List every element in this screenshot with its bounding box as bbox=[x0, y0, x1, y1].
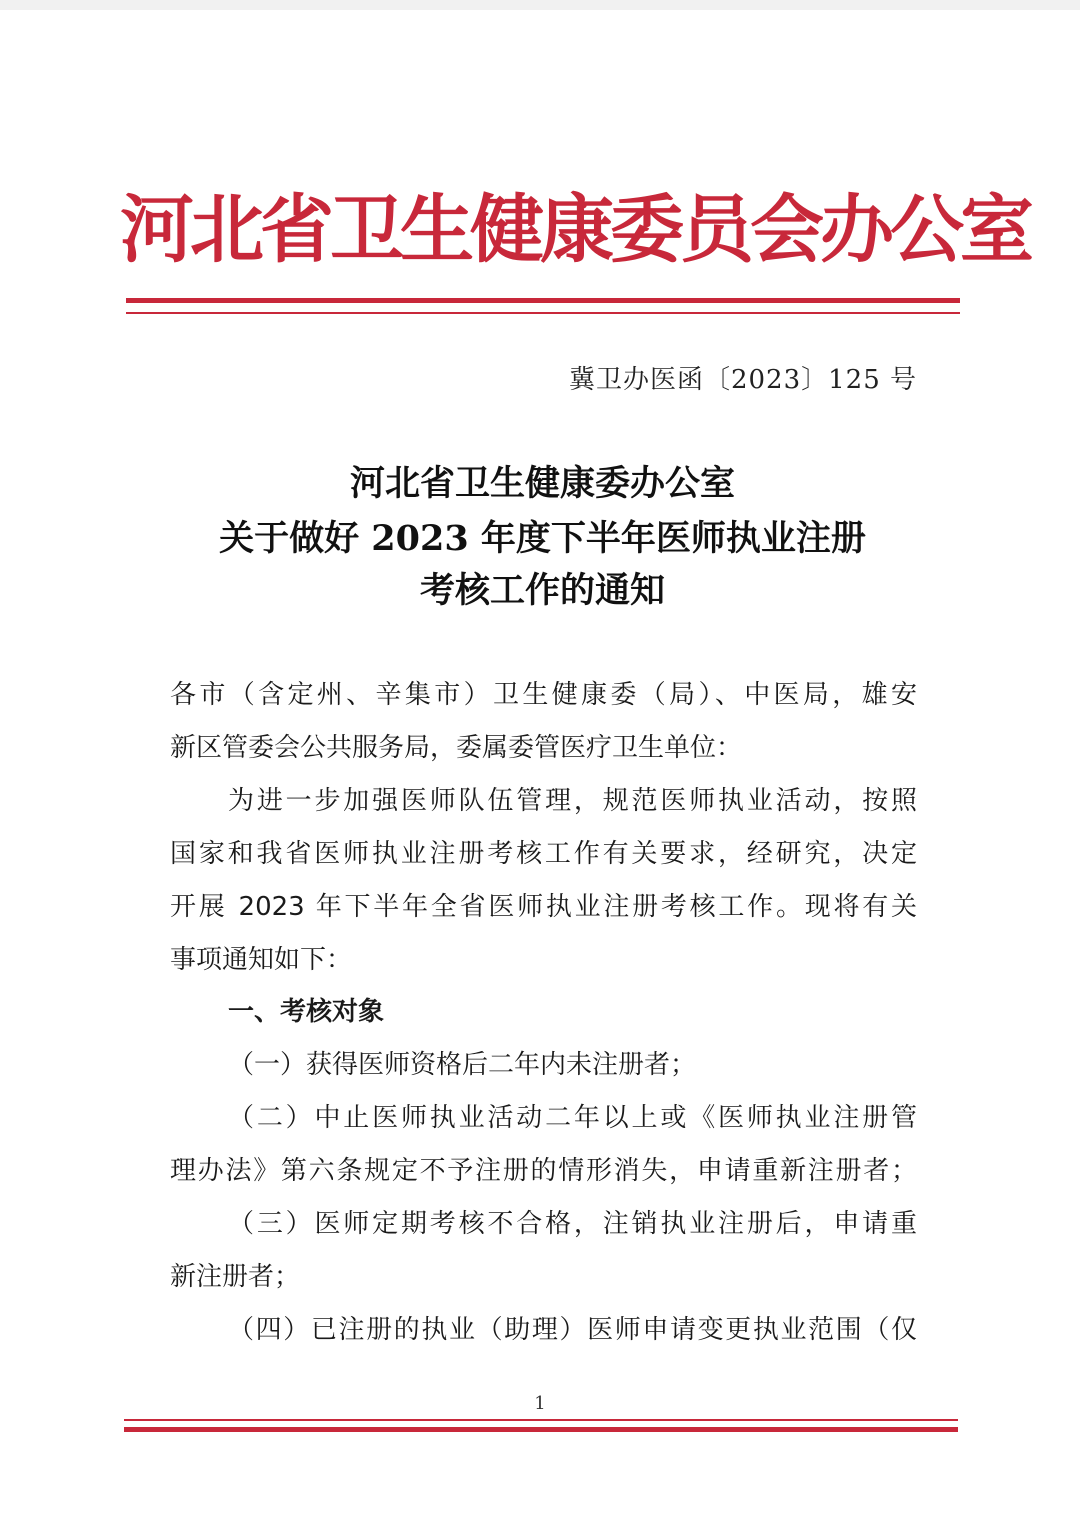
intro-line-2: 国家和我省医师执业注册考核工作有关要求，经研究，决定 bbox=[170, 839, 917, 869]
list-item-4-line-1: （四）已注册的执业（助理）医师申请变更执业范围（仅 bbox=[228, 1315, 917, 1345]
footer-rule-thin bbox=[124, 1419, 958, 1421]
document-number: 冀卫办医函〔2023〕125 号 bbox=[568, 365, 917, 395]
section-heading-1: 一、考核对象 bbox=[228, 997, 385, 1027]
list-item-3-line-1: （三）医师定期考核不合格，注销执业注册后，申请重 bbox=[228, 1209, 917, 1239]
scan-edge-shade bbox=[0, 0, 1080, 10]
list-item-1: （一）获得医师资格后二年内未注册者； bbox=[228, 1050, 697, 1080]
footer-rule-thick bbox=[124, 1427, 958, 1432]
recipients-line-2: 新区管委会公共服务局，委属委管医疗卫生单位： bbox=[170, 733, 743, 763]
title-line-2: 关于做好 2023 年度下半年医师执业注册 bbox=[219, 518, 866, 559]
masthead-rule-thick bbox=[126, 298, 960, 303]
list-item-2-line-2: 理办法》第六条规定不予注册的情形消失，申请重新注册者； bbox=[170, 1156, 917, 1186]
list-item-2-line-1: （二）中止医师执业活动二年以上或《医师执业注册管 bbox=[228, 1103, 917, 1133]
recipients-line-1: 各市（含定州、辛集市）卫生健康委（局）、中医局，雄安 bbox=[170, 680, 917, 710]
title-line-3: 考核工作的通知 bbox=[419, 570, 665, 611]
title-line-1: 河北省卫生健康委办公室 bbox=[349, 463, 735, 504]
masthead-organization: 河北省卫生健康委员会办公室 bbox=[120, 187, 1030, 273]
intro-line-3: 开展 2023 年下半年全省医师执业注册考核工作。现将有关 bbox=[170, 892, 917, 922]
intro-line-4: 事项通知如下： bbox=[170, 945, 353, 975]
intro-line-1: 为进一步加强医师队伍管理，规范医师执业活动，按照 bbox=[228, 786, 917, 816]
masthead-rule-thin bbox=[126, 312, 960, 314]
list-item-3-line-2: 新注册者； bbox=[170, 1262, 301, 1292]
page-number: 1 bbox=[534, 1393, 546, 1414]
